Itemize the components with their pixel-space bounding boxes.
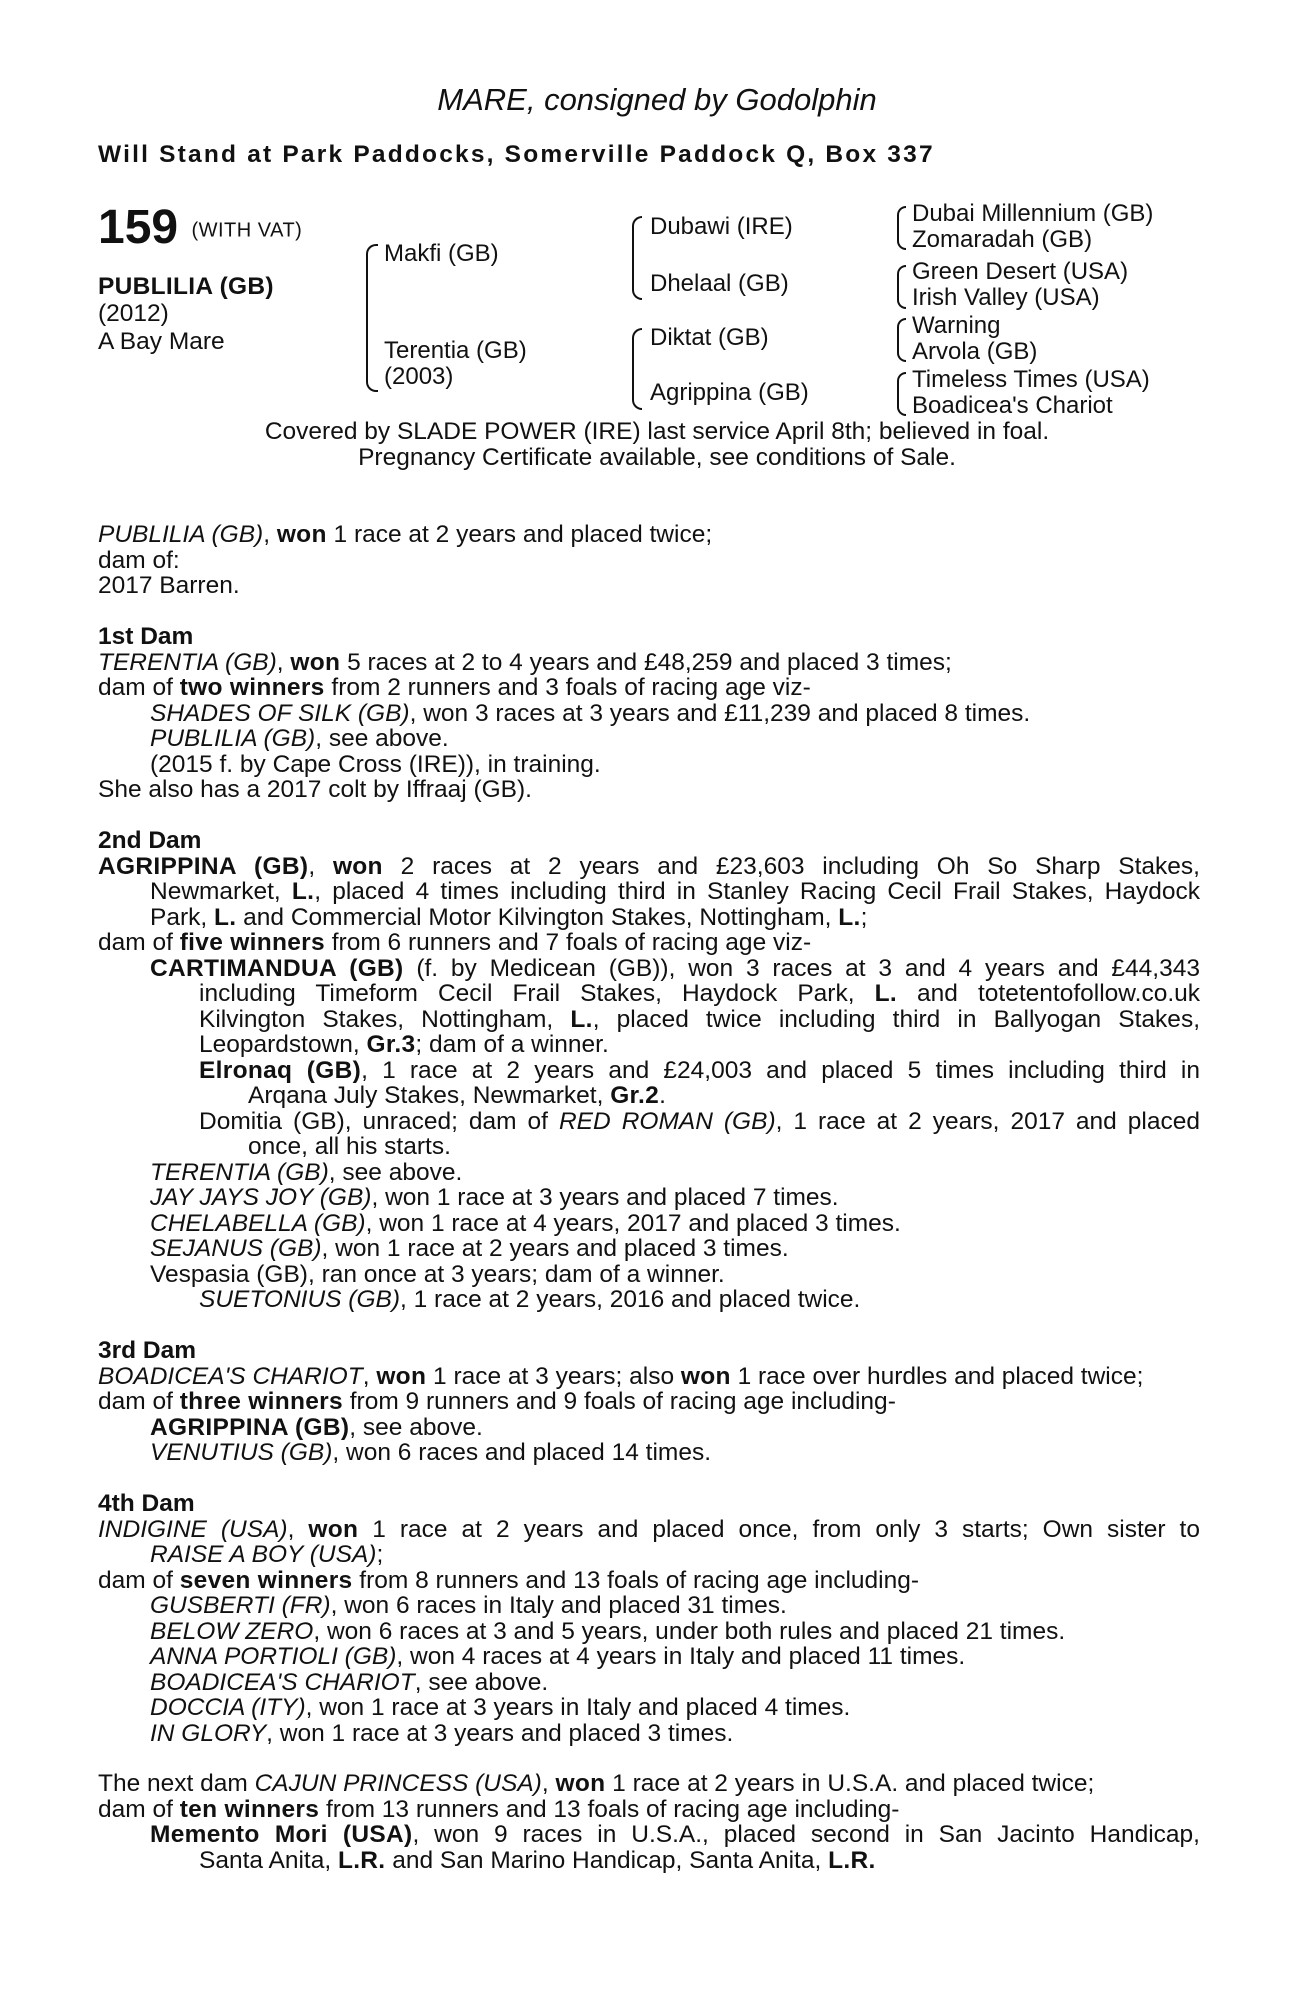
pedigree-dam-dam: Agrippina (GB) bbox=[650, 379, 809, 406]
horse-ref: RAISE A BOY (USA) bbox=[150, 1541, 377, 1568]
section-heading: 3rd Dam bbox=[98, 1337, 197, 1364]
horse-ref: CAJUN PRINCESS (USA) bbox=[254, 1770, 542, 1797]
horse-ref: IN GLORY bbox=[150, 1719, 267, 1747]
third-dam-section bbox=[98, 1338, 1200, 1466]
text: Kilvington Stakes, Nottingham, bbox=[199, 1005, 571, 1033]
text: Park, bbox=[150, 903, 214, 931]
text: and San Marino Handicap, Santa Anita, bbox=[385, 1846, 829, 1874]
pregnancy-certificate-line: Pregnancy Certificate available, see conditions of Sale. bbox=[358, 444, 956, 471]
text: from 9 runners and 9 foals of racing age including- bbox=[342, 1388, 896, 1415]
horse-ref: CHELABELLA (GB) bbox=[150, 1209, 366, 1237]
text: dam of bbox=[98, 674, 180, 701]
sire-dam-brace bbox=[366, 244, 378, 392]
text: 1 race at 3 years; also bbox=[426, 1362, 681, 1390]
text: , see above. bbox=[328, 1158, 463, 1186]
text: and Commercial Motor Kilvington Stakes, Nottingham, bbox=[236, 903, 839, 931]
text: , won 1 race at 3 years in Italy and placed 4 times. bbox=[305, 1694, 851, 1721]
text: 5 races at 2 to 4 years and £48,259 and placed 3 times; bbox=[340, 648, 952, 676]
intro-section bbox=[98, 522, 1200, 599]
horse-ref: AGRIPPINA (GB) bbox=[98, 852, 309, 880]
race-grade: L.R. bbox=[828, 1846, 876, 1874]
horse-ref: GUSBERTI (FR) bbox=[150, 1592, 331, 1619]
text: once, all his starts. bbox=[248, 1133, 451, 1160]
first-dam-section bbox=[98, 624, 1200, 803]
text: Leopardstown, bbox=[199, 1031, 367, 1058]
winners-count: two winners bbox=[179, 674, 325, 701]
text: , won 1 race at 4 years, 2017 and placed 3 times. bbox=[365, 1209, 901, 1237]
page-title: MARE, consigned by Godolphin bbox=[437, 82, 877, 117]
race-grade: Gr.3 bbox=[366, 1031, 416, 1058]
horse-ref: TERENTIA (GB) bbox=[150, 1158, 329, 1186]
text: ; dam of a winner. bbox=[415, 1031, 609, 1058]
horse-name: PUBLILIA (GB) bbox=[98, 273, 274, 300]
text: (2015 f. by Cape Cross (IRE)), in training. bbox=[150, 750, 601, 778]
pedigree-g3-7: Timeless Times (USA) bbox=[912, 366, 1150, 393]
text: , placed 4 times including third in Stanley Racing Cecil Frail Stakes, Haydock bbox=[314, 878, 1200, 905]
text: , bbox=[287, 1515, 309, 1543]
section-heading: 2nd Dam bbox=[98, 827, 202, 854]
pedigree-g3-4: Irish Valley (USA) bbox=[912, 284, 1100, 311]
text: , bbox=[541, 1770, 556, 1797]
horse-year: (2012) bbox=[98, 300, 169, 327]
text: , won 1 race at 2 years and placed 3 times. bbox=[321, 1235, 789, 1262]
pedigree-g3-6: Arvola (GB) bbox=[912, 338, 1038, 365]
horse-ref: SUETONIUS (GB) bbox=[199, 1286, 401, 1313]
race-grade: L. bbox=[838, 903, 861, 931]
horse-ref: RED ROMAN (GB) bbox=[558, 1107, 776, 1135]
horse-ref: AGRIPPINA (GB) bbox=[150, 1413, 350, 1441]
text: , see above. bbox=[414, 1668, 549, 1696]
text: Newmarket, bbox=[150, 878, 292, 905]
text: . bbox=[659, 1082, 666, 1109]
text: (f. by Medicean (GB)), won 3 races at 3 and 4 years and £44,343 bbox=[403, 954, 1200, 982]
gen3-brace-3 bbox=[897, 318, 906, 362]
fourth-dam-section bbox=[98, 1491, 1200, 1746]
text: 2017 Barren. bbox=[98, 572, 240, 599]
text: , see above. bbox=[349, 1413, 483, 1441]
text: 1 race at 2 years in U.S.A. and placed twice; bbox=[605, 1770, 1095, 1797]
pedigree-sire: Makfi (GB) bbox=[384, 240, 499, 267]
pedigree-g3-3: Green Desert (USA) bbox=[912, 258, 1129, 285]
text: , won 4 races at 4 years in Italy and placed 11 times. bbox=[396, 1643, 966, 1670]
text: 1 race over hurdles and placed twice; bbox=[730, 1362, 1144, 1390]
pedigree-sire-dam: Dhelaal (GB) bbox=[650, 270, 789, 297]
race-grade: L. bbox=[291, 878, 315, 905]
text: Santa Anita, bbox=[199, 1846, 338, 1874]
horse-ref: SEJANUS (GB) bbox=[150, 1235, 322, 1262]
horse-ref: SHADES OF SILK (GB) bbox=[150, 699, 410, 727]
sire-line-brace bbox=[632, 216, 642, 300]
section-heading: 4th Dam bbox=[98, 1490, 195, 1517]
text: from 13 runners and 13 foals of racing age including- bbox=[319, 1795, 900, 1823]
pedigree-g3-8: Boadicea's Chariot bbox=[912, 392, 1113, 419]
text: , won 1 race at 3 years and placed 3 times. bbox=[266, 1719, 734, 1747]
text: from 2 runners and 3 foals of racing age viz- bbox=[324, 674, 811, 701]
text: The next dam bbox=[98, 1770, 255, 1797]
text: , won 3 races at 3 years and £11,239 and placed 8 times. bbox=[409, 699, 1031, 727]
horse-ref: BELOW ZERO bbox=[150, 1617, 314, 1645]
horse-ref: TERENTIA (GB) bbox=[98, 648, 277, 676]
text: She also has a 2017 colt by Iffraaj (GB). bbox=[98, 776, 532, 803]
pedigree-g3-2: Zomaradah (GB) bbox=[912, 226, 1093, 253]
text: including Timeform Cecil Frail Stakes, Haydock Park, bbox=[199, 980, 875, 1007]
horse-ref: INDIGINE (USA) bbox=[98, 1515, 288, 1543]
horse-ref: JAY JAYS JOY (GB) bbox=[150, 1184, 372, 1211]
text: , see above. bbox=[315, 725, 449, 752]
text: ; bbox=[376, 1541, 384, 1568]
text: , 1 race at 2 years and £24,003 and placed 5 times including third in bbox=[361, 1056, 1200, 1084]
race-grade: L.R. bbox=[337, 1846, 386, 1874]
text: , placed twice including third in Ballyogan Stakes, bbox=[592, 1005, 1200, 1033]
winners-count: seven winners bbox=[179, 1566, 353, 1594]
won-label: won bbox=[680, 1362, 731, 1390]
horse-description: A Bay Mare bbox=[98, 328, 225, 355]
text: , bbox=[308, 852, 333, 880]
next-dam-section bbox=[98, 1771, 1200, 1873]
text: , 1 race at 2 years, 2017 and placed bbox=[775, 1107, 1201, 1135]
text: dam of bbox=[98, 1795, 180, 1823]
gen3-brace-2 bbox=[897, 265, 906, 309]
text: Domitia (GB), unraced; dam of bbox=[199, 1107, 559, 1135]
horse-ref: BOADICEA'S CHARIOT bbox=[98, 1362, 363, 1390]
pedigree-g3-1: Dubai Millennium (GB) bbox=[912, 200, 1154, 227]
text: , won 6 races and placed 14 times. bbox=[332, 1439, 712, 1466]
text: , 1 race at 2 years, 2016 and placed twice. bbox=[400, 1286, 861, 1313]
text: dam of bbox=[98, 1566, 180, 1594]
race-grade: L. bbox=[570, 1005, 593, 1033]
horse-ref: Elronaq (GB) bbox=[199, 1056, 362, 1084]
race-grade: L. bbox=[214, 903, 237, 931]
horse-ref: DOCCIA (ITY) bbox=[150, 1694, 306, 1721]
text: dam of: bbox=[98, 546, 180, 574]
winners-count: three winners bbox=[179, 1388, 343, 1415]
lot-number-block bbox=[98, 203, 302, 255]
vat-label: (WITH VAT) bbox=[191, 219, 303, 242]
gen3-brace-1 bbox=[897, 206, 906, 250]
pedigree-sire-sire: Dubawi (IRE) bbox=[650, 213, 793, 240]
text: , bbox=[263, 521, 277, 548]
horse-ref: VENUTIUS (GB) bbox=[150, 1439, 333, 1466]
won-label: won bbox=[290, 648, 341, 676]
second-dam-section bbox=[98, 828, 1200, 1313]
text: , won 1 race at 3 years and placed 7 times. bbox=[371, 1184, 839, 1211]
text: from 8 runners and 13 foals of racing age including- bbox=[352, 1566, 920, 1594]
race-grade: L. bbox=[874, 980, 897, 1007]
section-heading: 1st Dam bbox=[98, 623, 194, 650]
text: Vespasia (GB), ran once at 3 years; dam of a winner. bbox=[150, 1260, 725, 1288]
text: dam of bbox=[98, 929, 180, 956]
text: , won 6 races at 3 and 5 years, under both rules and placed 21 times. bbox=[313, 1617, 1066, 1645]
dam-line-brace bbox=[632, 328, 642, 410]
text: 1 race at 2 years and placed twice; bbox=[326, 521, 713, 548]
horse-ref: CARTIMANDUA (GB) bbox=[150, 954, 404, 982]
horse-ref: Memento Mori (USA) bbox=[150, 1821, 413, 1848]
text: Arqana July Stakes, Newmarket, bbox=[248, 1082, 611, 1109]
pedigree-dam-sire: Diktat (GB) bbox=[650, 324, 769, 351]
won-label: won bbox=[276, 521, 327, 548]
won-label: won bbox=[376, 1362, 427, 1390]
text: 1 race at 2 years and placed once, from only 3 starts; Own sister to bbox=[358, 1515, 1200, 1543]
text: and totetentofollow.co.uk bbox=[896, 980, 1201, 1007]
lot-number: 159 bbox=[98, 201, 179, 254]
horse-ref: PUBLILIA (GB) bbox=[98, 521, 264, 548]
horse-ref: ANNA PORTIOLI (GB) bbox=[150, 1643, 397, 1670]
horse-ref: PUBLILIA (GB) bbox=[150, 725, 316, 752]
race-grade: Gr.2 bbox=[610, 1082, 660, 1109]
horse-ref: BOADICEA'S CHARIOT bbox=[150, 1668, 415, 1696]
won-label: won bbox=[555, 1770, 606, 1797]
pedigree-g3-5: Warning bbox=[912, 312, 1001, 339]
text: dam of bbox=[98, 1388, 180, 1415]
pedigree-dam: Terentia (GB) bbox=[384, 337, 527, 364]
text: , bbox=[362, 1362, 377, 1390]
won-label: won bbox=[332, 852, 383, 880]
text: 2 races at 2 years and £23,603 including Oh So Sharp Stakes, bbox=[382, 852, 1200, 880]
pedigree-dam-year: (2003) bbox=[384, 363, 454, 390]
text: , bbox=[276, 648, 291, 676]
stand-location: Will Stand at Park Paddocks, Somerville Paddock Q, Box 337 bbox=[98, 141, 935, 168]
gen3-brace-4 bbox=[897, 372, 906, 416]
text: , won 9 races in U.S.A., placed second in San Jacinto Handicap, bbox=[412, 1821, 1200, 1848]
winners-count: ten winners bbox=[179, 1795, 320, 1823]
covered-by-line: Covered by SLADE POWER (IRE) last service April 8th; believed in foal. bbox=[264, 418, 1050, 445]
winners-count: five winners bbox=[179, 929, 325, 956]
text: , won 6 races in Italy and placed 31 times. bbox=[330, 1592, 787, 1619]
text: from 6 runners and 7 foals of racing age viz- bbox=[324, 929, 812, 956]
text: ; bbox=[860, 903, 868, 931]
won-label: won bbox=[308, 1515, 359, 1543]
